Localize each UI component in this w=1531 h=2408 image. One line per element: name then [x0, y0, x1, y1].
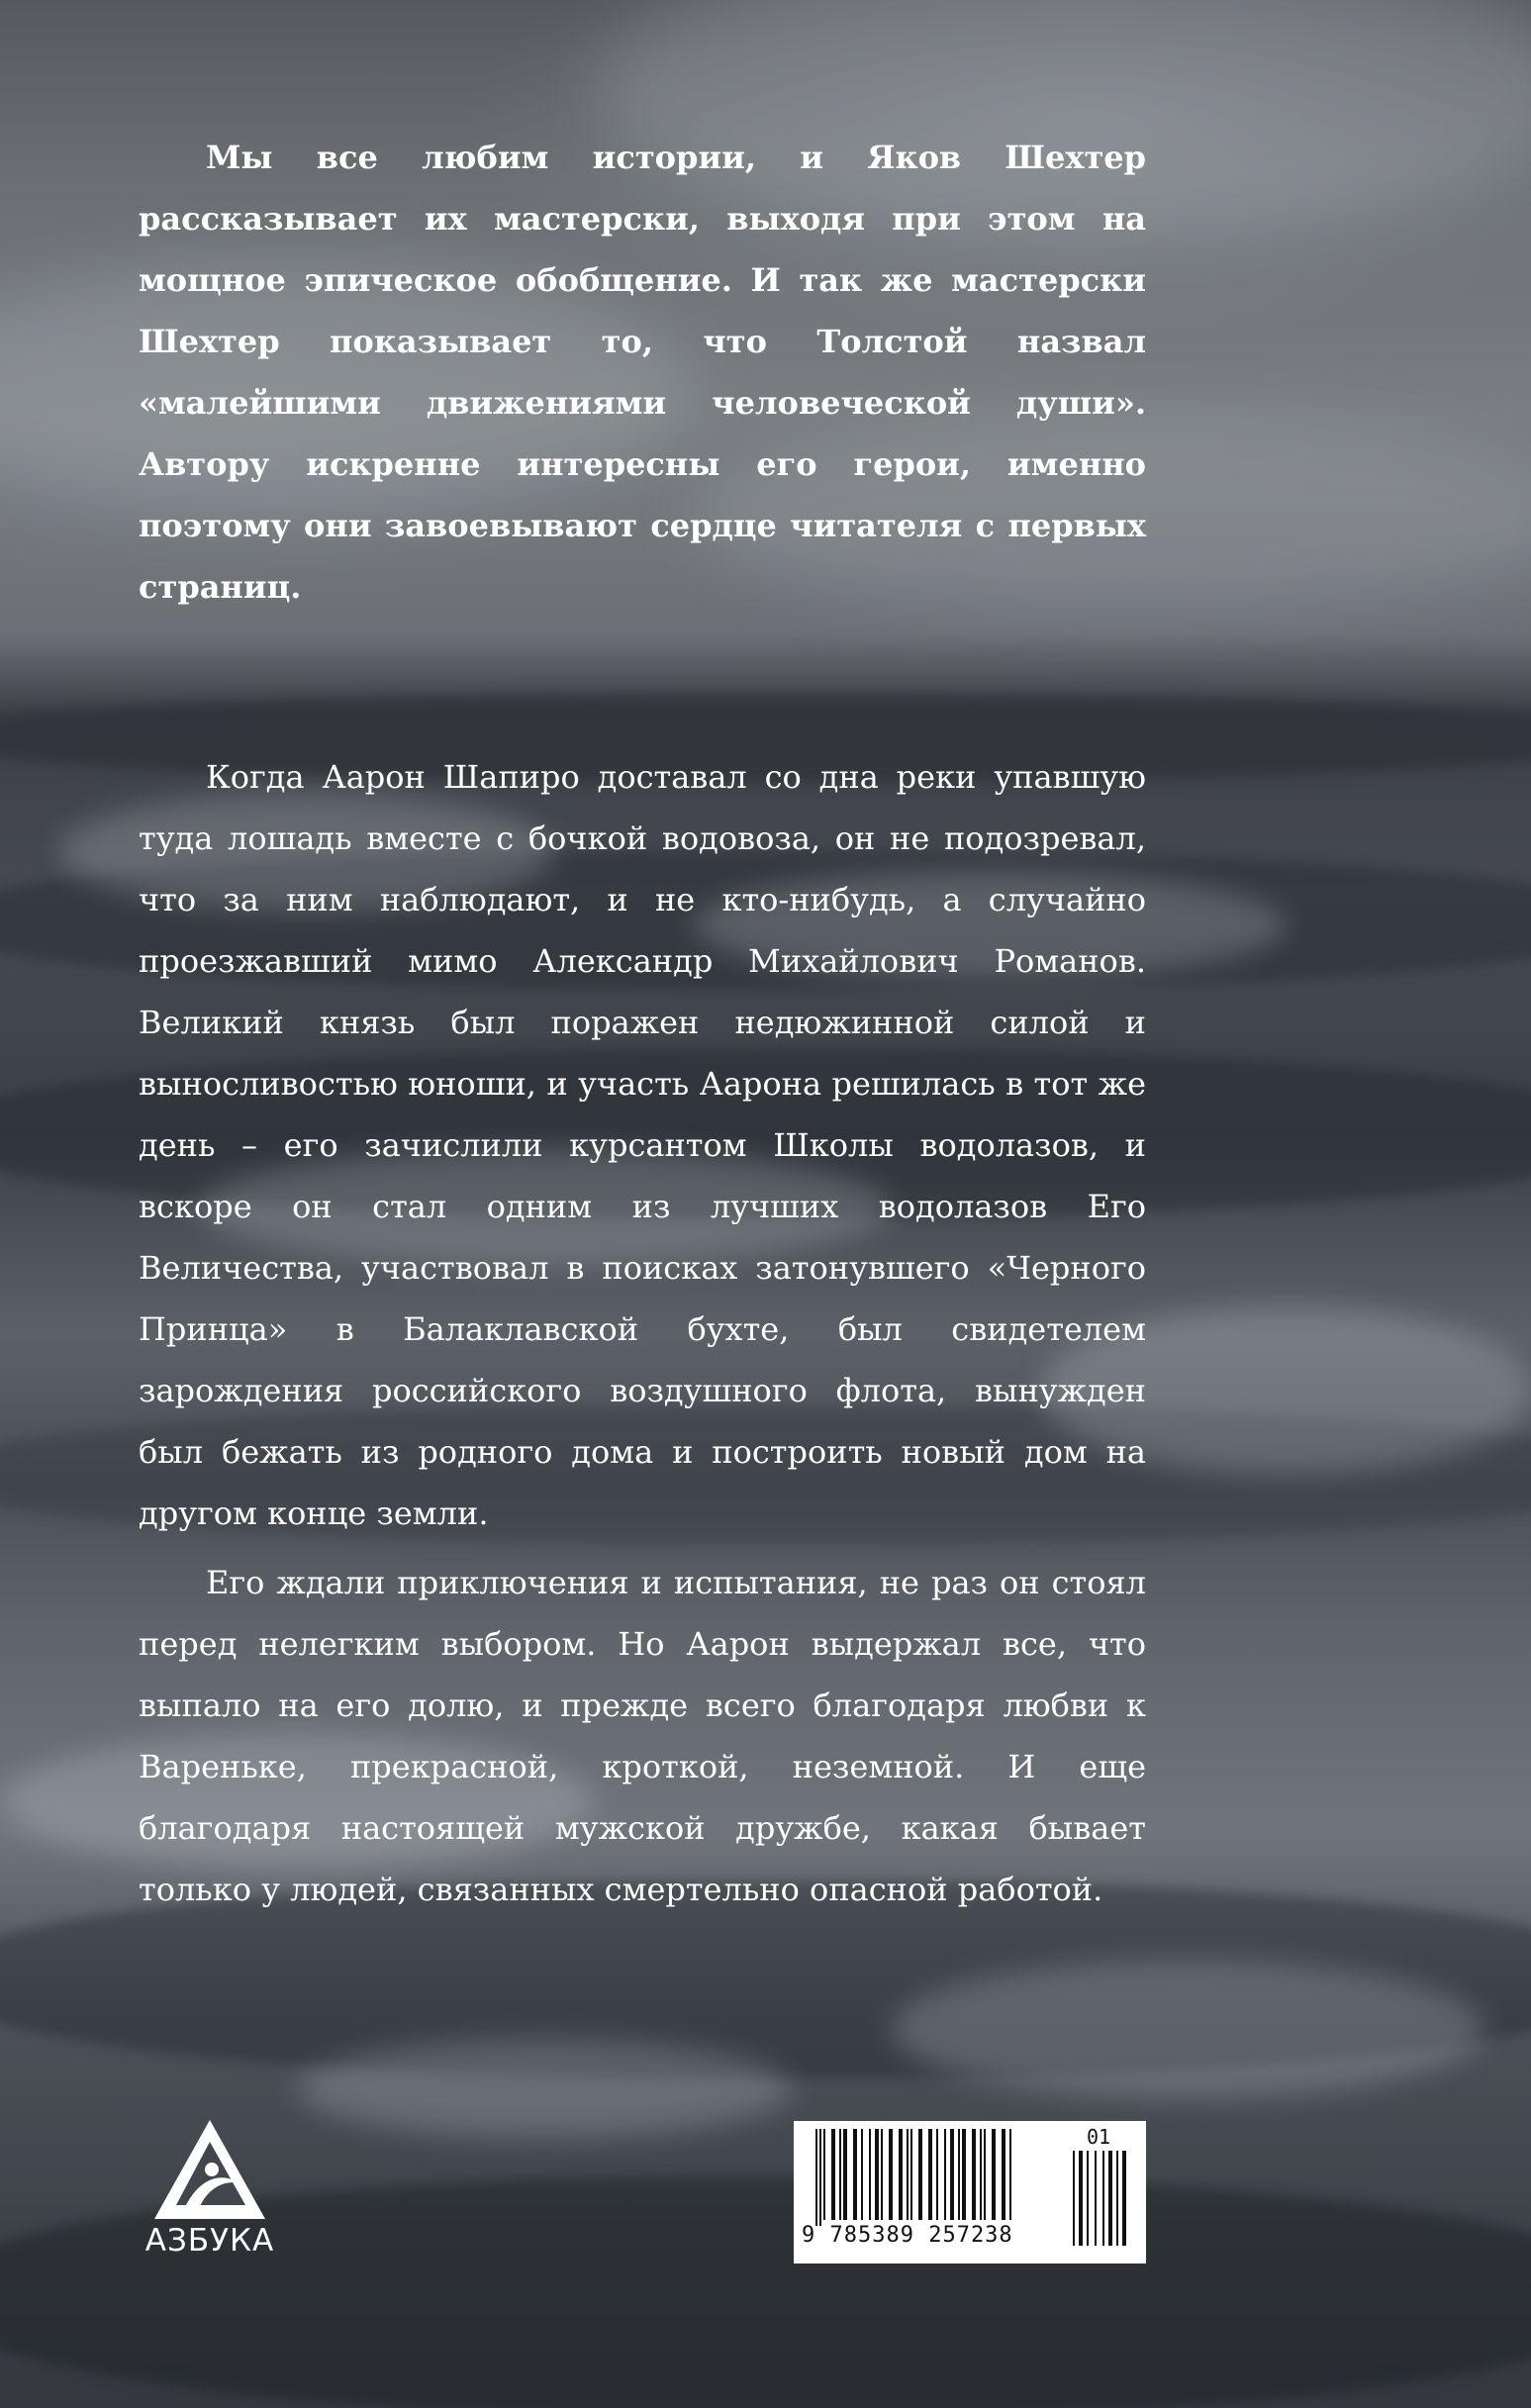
- azbuka-a-logo-icon: [154, 2120, 265, 2219]
- barcode-addon-number: 01: [1087, 2125, 1111, 2149]
- review-paragraph: Мы все любим истории, и Яков Шехтер рассказывает их мастерски, выходя при этом на мощное эпическое обобщение. И так же мастерски Шехтер показывает то, что Толстой назвал «малейшими движениями человеческой души». Автору искренне интересны его герои, именно поэтому они завоевывают сердце читателя с первых страниц.: [139, 139, 1146, 606]
- isbn-number: 9 785389 257238: [802, 2223, 1013, 2248]
- publisher-logo: [137, 2120, 283, 2268]
- synopsis-paragraph: Когда Аарон Шапиро доставал со дна реки упавшую туда лошадь вместе с бочкой водовоза, он не подозревал, что за ним наблюдают, и не кто-нибудь, а случайно проезжавший мимо Александр Михайлович Романов. Великий князь был поражен недюжинной силой и выносливостью юноши, и участь Аарона решилась в тот же день – его зачислили курсантом Школы водолазов, и вскоре он стал одним из лучших водолазов Его Величества, участвовал в поисках затонувшего «Черного Принца» в Балаклавской бухте, был свидетелем зарождения российского воздушного флота, вынужден был бежать из родного дома и построить новый дом на другом конце земли.: [139, 758, 1146, 1532]
- sea-foam: [297, 2039, 792, 2138]
- synopsis-paragraph: Его ждали приключения и испытания, не раз он стоял перед нелегким выбором. Но Аарон выдержал все, что выпало на его долю, и прежде всего благодаря любви к Вареньке, прекрасной, кроткой, неземной. И еще благодаря настоящей мужской дружбе, какая бывает только у людей, связанных смертельно опасной работой.: [139, 1564, 1146, 1908]
- sea-foam: [891, 1960, 1484, 2098]
- isbn-barcode: [794, 2121, 1146, 2264]
- publisher-name: АЗБУКА: [144, 2223, 275, 2259]
